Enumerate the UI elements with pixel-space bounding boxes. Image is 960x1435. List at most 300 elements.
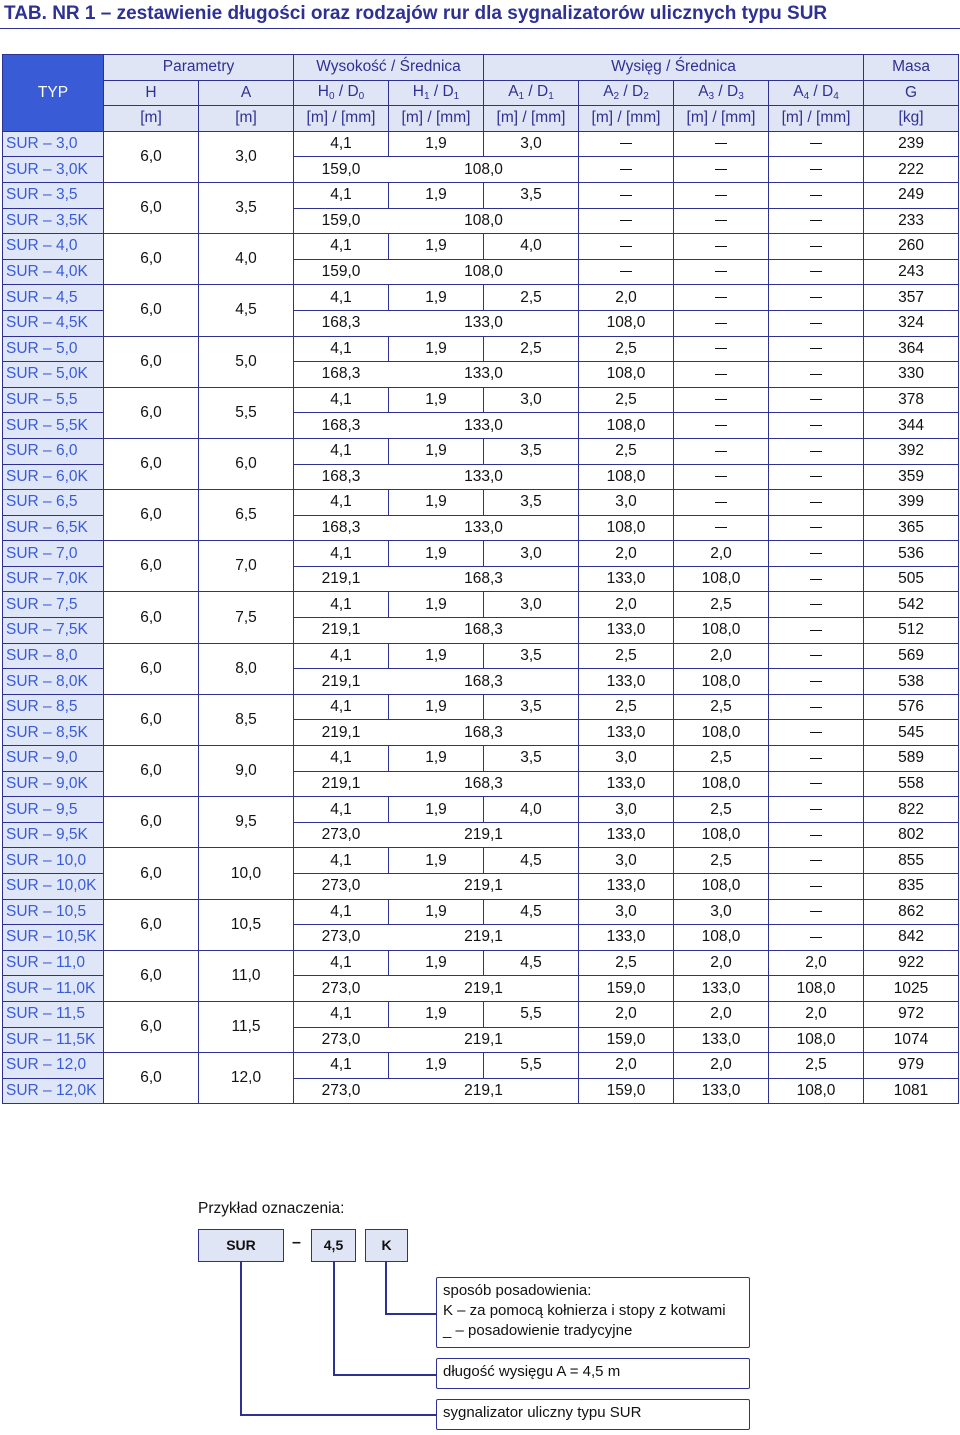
value-cell [674, 208, 769, 234]
dash-mark [715, 425, 727, 426]
value-cell: 2,5 [769, 1053, 864, 1079]
value-cell: 108,0 [769, 1078, 864, 1104]
value-cell [674, 438, 769, 464]
value-cell: 4,1 [294, 234, 389, 260]
type-cell: SUR – 11,5K [3, 1027, 104, 1053]
dash-mark [810, 374, 822, 375]
dash-mark [810, 937, 822, 938]
value-cell: 222 [864, 157, 959, 183]
value-cell [769, 746, 864, 772]
unit-cell: [m] / [mm] [674, 106, 769, 132]
note-mount-title: sposób posadowienia: [443, 1282, 592, 1299]
header-wysieg: Wysięg / Średnica [484, 55, 864, 81]
value-cell: 159,0 [294, 259, 389, 285]
value-cell: 1,9 [389, 1001, 484, 1027]
value-cell: 862 [864, 899, 959, 925]
type-cell: SUR – 9,5K [3, 822, 104, 848]
value-cell: 2,5 [674, 746, 769, 772]
value-cell [769, 234, 864, 260]
value-cell: 4,1 [294, 592, 389, 618]
value-cell: 133,0 [389, 310, 579, 336]
note-length: długość wysięgu A = 4,5 m [436, 1358, 750, 1389]
value-cell: 558 [864, 771, 959, 797]
value-cell [769, 899, 864, 925]
value-cell: 569 [864, 643, 959, 669]
value-cell [579, 259, 674, 285]
value-cell: 108,0 [674, 874, 769, 900]
dash-mark [810, 220, 822, 221]
value-cell: 4,1 [294, 336, 389, 362]
dash-mark [620, 220, 632, 221]
dash-mark [715, 143, 727, 144]
value-cell: 4,5 [484, 950, 579, 976]
value-cell: 133,0 [579, 925, 674, 951]
note-mount-std: _ – posadowienie tradycyjne [443, 1322, 633, 1339]
value-cell [769, 874, 864, 900]
value-cell: 1,9 [389, 643, 484, 669]
value-cell: 239 [864, 131, 959, 157]
value-cell: 108,0 [674, 618, 769, 644]
type-cell: SUR – 12,0 [3, 1053, 104, 1079]
value-cell [769, 438, 864, 464]
value-cell: 545 [864, 720, 959, 746]
dash-mark [810, 783, 822, 784]
dash-mark [715, 374, 727, 375]
type-cell: SUR – 8,5K [3, 720, 104, 746]
param-h-cell: 6,0 [104, 950, 199, 1001]
param-a-cell: 4,0 [199, 234, 294, 285]
param-a-cell: 4,5 [199, 285, 294, 336]
table-row [3, 387, 959, 413]
header-col-h1: $H_1 / D_1$ [389, 80, 484, 106]
table-row [3, 746, 959, 772]
value-cell [769, 848, 864, 874]
dash-mark [810, 809, 822, 810]
type-cell: SUR – 8,5 [3, 694, 104, 720]
value-cell: 4,1 [294, 131, 389, 157]
dash-mark [810, 886, 822, 887]
type-cell: SUR – 3,0K [3, 157, 104, 183]
value-cell [674, 182, 769, 208]
value-cell [769, 285, 864, 311]
value-cell: 219,1 [294, 669, 389, 695]
value-cell [674, 413, 769, 439]
param-h-cell: 6,0 [104, 131, 199, 182]
value-cell: 2,0 [579, 541, 674, 567]
value-cell: 2,5 [579, 336, 674, 362]
value-cell: 359 [864, 464, 959, 490]
value-cell: 219,1 [294, 618, 389, 644]
value-cell: 1,9 [389, 131, 484, 157]
dash-mark [620, 143, 632, 144]
value-cell: 233 [864, 208, 959, 234]
dash-mark [810, 195, 822, 196]
value-cell: 3,5 [484, 694, 579, 720]
value-cell: 2,0 [674, 643, 769, 669]
param-h-cell: 6,0 [104, 182, 199, 233]
pipe-table [2, 54, 959, 1104]
value-cell: 2,5 [674, 592, 769, 618]
dash-mark [715, 297, 727, 298]
value-cell: 133,0 [579, 618, 674, 644]
value-cell: 168,3 [294, 362, 389, 388]
value-cell: 3,0 [484, 541, 579, 567]
note-type: sygnalizator uliczny typu SUR [436, 1399, 750, 1430]
type-cell: SUR – 4,0K [3, 259, 104, 285]
value-cell: 159,0 [294, 208, 389, 234]
dash-mark [810, 630, 822, 631]
value-cell: 168,3 [294, 310, 389, 336]
value-cell: 2,0 [769, 1001, 864, 1027]
value-cell: 3,0 [579, 490, 674, 516]
dash-mark [810, 348, 822, 349]
value-cell [674, 515, 769, 541]
connector-line [240, 1262, 242, 1415]
value-cell: 273,0 [294, 1078, 389, 1104]
value-cell [769, 490, 864, 516]
value-cell: 324 [864, 310, 959, 336]
value-cell: 108,0 [674, 720, 769, 746]
value-cell: 168,3 [294, 515, 389, 541]
table-row [3, 336, 959, 362]
dash-mark [715, 527, 727, 528]
value-cell: 542 [864, 592, 959, 618]
value-cell: 243 [864, 259, 959, 285]
type-cell: SUR – 6,5 [3, 490, 104, 516]
value-cell: 2,5 [484, 285, 579, 311]
param-a-cell: 7,0 [199, 541, 294, 592]
dash-mark [810, 297, 822, 298]
value-cell [769, 157, 864, 183]
value-cell: 1,9 [389, 694, 484, 720]
type-cell: SUR – 10,5 [3, 899, 104, 925]
value-cell: 399 [864, 490, 959, 516]
dash-mark [715, 195, 727, 196]
type-cell: SUR – 6,0K [3, 464, 104, 490]
value-cell [769, 618, 864, 644]
value-cell: 2,0 [579, 285, 674, 311]
value-cell: 538 [864, 669, 959, 695]
unit-cell: [m] / [mm] [769, 106, 864, 132]
value-cell: 273,0 [294, 874, 389, 900]
value-cell [674, 157, 769, 183]
param-h-cell: 6,0 [104, 746, 199, 797]
header-col-a4: $A_4 / D_4$ [769, 80, 864, 106]
dash-mark [810, 143, 822, 144]
value-cell [674, 387, 769, 413]
value-cell: 108,0 [674, 771, 769, 797]
value-cell: 133,0 [389, 362, 579, 388]
value-cell: 972 [864, 1001, 959, 1027]
value-cell: 3,5 [484, 438, 579, 464]
value-cell: 219,1 [294, 566, 389, 592]
value-cell: 2,5 [674, 694, 769, 720]
header-masa: Masa [864, 55, 959, 81]
value-cell: 2,5 [579, 643, 674, 669]
value-cell: 3,0 [579, 848, 674, 874]
value-cell: 3,5 [484, 182, 579, 208]
value-cell: 168,3 [389, 720, 579, 746]
header-col-g: G [864, 80, 959, 106]
value-cell: 4,1 [294, 797, 389, 823]
table-row [3, 234, 959, 260]
param-a-cell: 10,0 [199, 848, 294, 899]
param-a-cell: 5,0 [199, 336, 294, 387]
type-cell: SUR – 5,5 [3, 387, 104, 413]
param-a-cell: 7,5 [199, 592, 294, 643]
value-cell: 1081 [864, 1078, 959, 1104]
param-a-cell: 3,5 [199, 182, 294, 233]
value-cell: 108,0 [769, 976, 864, 1002]
param-a-cell: 11,0 [199, 950, 294, 1001]
value-cell: 1,9 [389, 336, 484, 362]
value-cell: 3,5 [484, 490, 579, 516]
param-h-cell: 6,0 [104, 694, 199, 745]
type-cell: SUR – 4,0 [3, 234, 104, 260]
type-cell: SUR – 7,5K [3, 618, 104, 644]
param-h-cell: 6,0 [104, 1053, 199, 1104]
value-cell: 133,0 [389, 464, 579, 490]
dash-mark [810, 553, 822, 554]
value-cell: 2,5 [674, 848, 769, 874]
value-cell: 108,0 [674, 925, 769, 951]
value-cell [769, 182, 864, 208]
value-cell: 2,0 [674, 1001, 769, 1027]
value-cell: 133,0 [389, 413, 579, 439]
value-cell: 3,0 [484, 592, 579, 618]
value-cell: 133,0 [579, 874, 674, 900]
value-cell [674, 285, 769, 311]
title-rule [0, 28, 960, 29]
value-cell: 1074 [864, 1027, 959, 1053]
value-cell: 922 [864, 950, 959, 976]
value-cell: 273,0 [294, 822, 389, 848]
value-cell: 2,0 [579, 1001, 674, 1027]
value-cell: 1,9 [389, 950, 484, 976]
dash-mark [810, 758, 822, 759]
param-a-cell: 9,5 [199, 797, 294, 848]
header-col-a2: $A_2 / D_2$ [579, 80, 674, 106]
value-cell: 4,1 [294, 950, 389, 976]
value-cell: 133,0 [579, 822, 674, 848]
code-separator: – [292, 1234, 301, 1251]
value-cell [769, 669, 864, 695]
value-cell: 2,0 [674, 541, 769, 567]
value-cell: 168,3 [389, 669, 579, 695]
param-a-cell: 11,5 [199, 1001, 294, 1052]
type-cell: SUR – 5,0 [3, 336, 104, 362]
header-col-h0: $H_0 / D_0$ [294, 80, 389, 106]
value-cell: 835 [864, 874, 959, 900]
value-cell: 168,3 [294, 464, 389, 490]
value-cell: 1,9 [389, 234, 484, 260]
value-cell [579, 131, 674, 157]
table-row [3, 285, 959, 311]
value-cell: 4,5 [484, 848, 579, 874]
dash-mark [810, 604, 822, 605]
value-cell: 5,5 [484, 1001, 579, 1027]
table-row [3, 899, 959, 925]
value-cell: 108,0 [769, 1027, 864, 1053]
dash-mark [810, 271, 822, 272]
value-cell: 4,0 [484, 234, 579, 260]
value-cell: 168,3 [389, 566, 579, 592]
type-cell: SUR – 3,5 [3, 182, 104, 208]
header-col-a3: $A_3 / D_3$ [674, 80, 769, 106]
param-a-cell: 9,0 [199, 746, 294, 797]
value-cell: 344 [864, 413, 959, 439]
param-h-cell: 6,0 [104, 797, 199, 848]
value-cell: 505 [864, 566, 959, 592]
type-cell: SUR – 7,0 [3, 541, 104, 567]
value-cell: 133,0 [674, 1078, 769, 1104]
value-cell: 219,1 [389, 1078, 579, 1104]
value-cell: 159,0 [294, 157, 389, 183]
dash-mark [810, 323, 822, 324]
value-cell: 108,0 [579, 413, 674, 439]
dash-mark [715, 502, 727, 503]
table-row [3, 950, 959, 976]
table-row [3, 131, 959, 157]
value-cell [674, 336, 769, 362]
type-cell: SUR – 12,0K [3, 1078, 104, 1104]
param-h-cell: 6,0 [104, 336, 199, 387]
unit-cell: [m] / [mm] [579, 106, 674, 132]
type-cell: SUR – 11,5 [3, 1001, 104, 1027]
table-row [3, 797, 959, 823]
value-cell: 133,0 [674, 976, 769, 1002]
dash-mark [715, 451, 727, 452]
dash-mark [810, 732, 822, 733]
note-mount-k: K – za pomocą kołnierza i stopy z kotwami [443, 1302, 726, 1319]
value-cell: 842 [864, 925, 959, 951]
page-title: TAB. NR 1 – zestawienie długości oraz rodzajów rur dla sygnalizatorów ulicznych typu SUR [4, 3, 828, 24]
value-cell: 2,5 [484, 336, 579, 362]
value-cell: 273,0 [294, 1027, 389, 1053]
param-a-cell: 10,5 [199, 899, 294, 950]
value-cell: 219,1 [389, 976, 579, 1002]
dash-mark [715, 220, 727, 221]
value-cell: 3,0 [484, 131, 579, 157]
dash-mark [810, 707, 822, 708]
value-cell: 108,0 [674, 566, 769, 592]
dash-mark [810, 476, 822, 477]
code-length-box: 4,5 [311, 1229, 356, 1262]
value-cell [579, 208, 674, 234]
value-cell: 3,0 [674, 899, 769, 925]
dash-mark [810, 399, 822, 400]
value-cell: 2,0 [674, 1053, 769, 1079]
table-row [3, 1053, 959, 1079]
param-a-cell: 5,5 [199, 387, 294, 438]
dash-mark [715, 399, 727, 400]
type-cell: SUR – 5,5K [3, 413, 104, 439]
value-cell: 159,0 [579, 976, 674, 1002]
value-cell: 4,1 [294, 490, 389, 516]
value-cell: 219,1 [389, 925, 579, 951]
dash-mark [810, 681, 822, 682]
value-cell: 219,1 [389, 874, 579, 900]
type-cell: SUR – 4,5 [3, 285, 104, 311]
table-row [3, 541, 959, 567]
unit-cell: [kg] [864, 106, 959, 132]
unit-cell: [m] / [mm] [484, 106, 579, 132]
value-cell: 822 [864, 797, 959, 823]
value-cell: 5,5 [484, 1053, 579, 1079]
value-cell: 133,0 [674, 1027, 769, 1053]
value-cell: 2,5 [579, 438, 674, 464]
dash-mark [810, 246, 822, 247]
dash-mark [620, 271, 632, 272]
value-cell: 108,0 [579, 464, 674, 490]
type-cell: SUR – 9,0 [3, 746, 104, 772]
type-cell: SUR – 6,0 [3, 438, 104, 464]
value-cell [769, 694, 864, 720]
value-cell: 4,1 [294, 848, 389, 874]
value-cell: 219,1 [389, 1027, 579, 1053]
value-cell: 3,5 [484, 643, 579, 669]
value-cell: 2,5 [579, 387, 674, 413]
type-cell: SUR – 10,0 [3, 848, 104, 874]
connector-line [333, 1262, 335, 1375]
value-cell: 365 [864, 515, 959, 541]
value-cell: 4,1 [294, 285, 389, 311]
value-cell: 3,0 [579, 899, 674, 925]
param-h-cell: 6,0 [104, 234, 199, 285]
value-cell [769, 208, 864, 234]
param-h-cell: 6,0 [104, 387, 199, 438]
value-cell: 4,1 [294, 1001, 389, 1027]
value-cell [579, 182, 674, 208]
value-cell: 802 [864, 822, 959, 848]
value-cell: 108,0 [389, 259, 579, 285]
value-cell: 108,0 [389, 157, 579, 183]
value-cell: 3,0 [484, 387, 579, 413]
value-cell: 4,1 [294, 438, 389, 464]
value-cell: 4,0 [484, 797, 579, 823]
type-cell: SUR – 8,0K [3, 669, 104, 695]
value-cell: 108,0 [579, 362, 674, 388]
value-cell [769, 413, 864, 439]
table-row [3, 643, 959, 669]
type-cell: SUR – 11,0K [3, 976, 104, 1002]
code-mount-box: K [365, 1229, 408, 1262]
value-cell: 273,0 [294, 925, 389, 951]
dash-mark [810, 655, 822, 656]
value-cell: 4,1 [294, 694, 389, 720]
value-cell: 108,0 [674, 669, 769, 695]
value-cell [769, 822, 864, 848]
value-cell [769, 771, 864, 797]
value-cell [769, 387, 864, 413]
value-cell: 3,0 [579, 797, 674, 823]
value-cell: 4,1 [294, 1053, 389, 1079]
value-cell: 378 [864, 387, 959, 413]
value-cell [769, 259, 864, 285]
value-cell [769, 925, 864, 951]
value-cell: 1025 [864, 976, 959, 1002]
value-cell: 1,9 [389, 797, 484, 823]
value-cell: 2,0 [579, 1053, 674, 1079]
value-cell: 108,0 [579, 310, 674, 336]
value-cell [674, 490, 769, 516]
param-h-cell: 6,0 [104, 848, 199, 899]
value-cell [674, 259, 769, 285]
value-cell [769, 464, 864, 490]
value-cell [769, 131, 864, 157]
type-cell: SUR – 3,5K [3, 208, 104, 234]
dash-mark [715, 169, 727, 170]
